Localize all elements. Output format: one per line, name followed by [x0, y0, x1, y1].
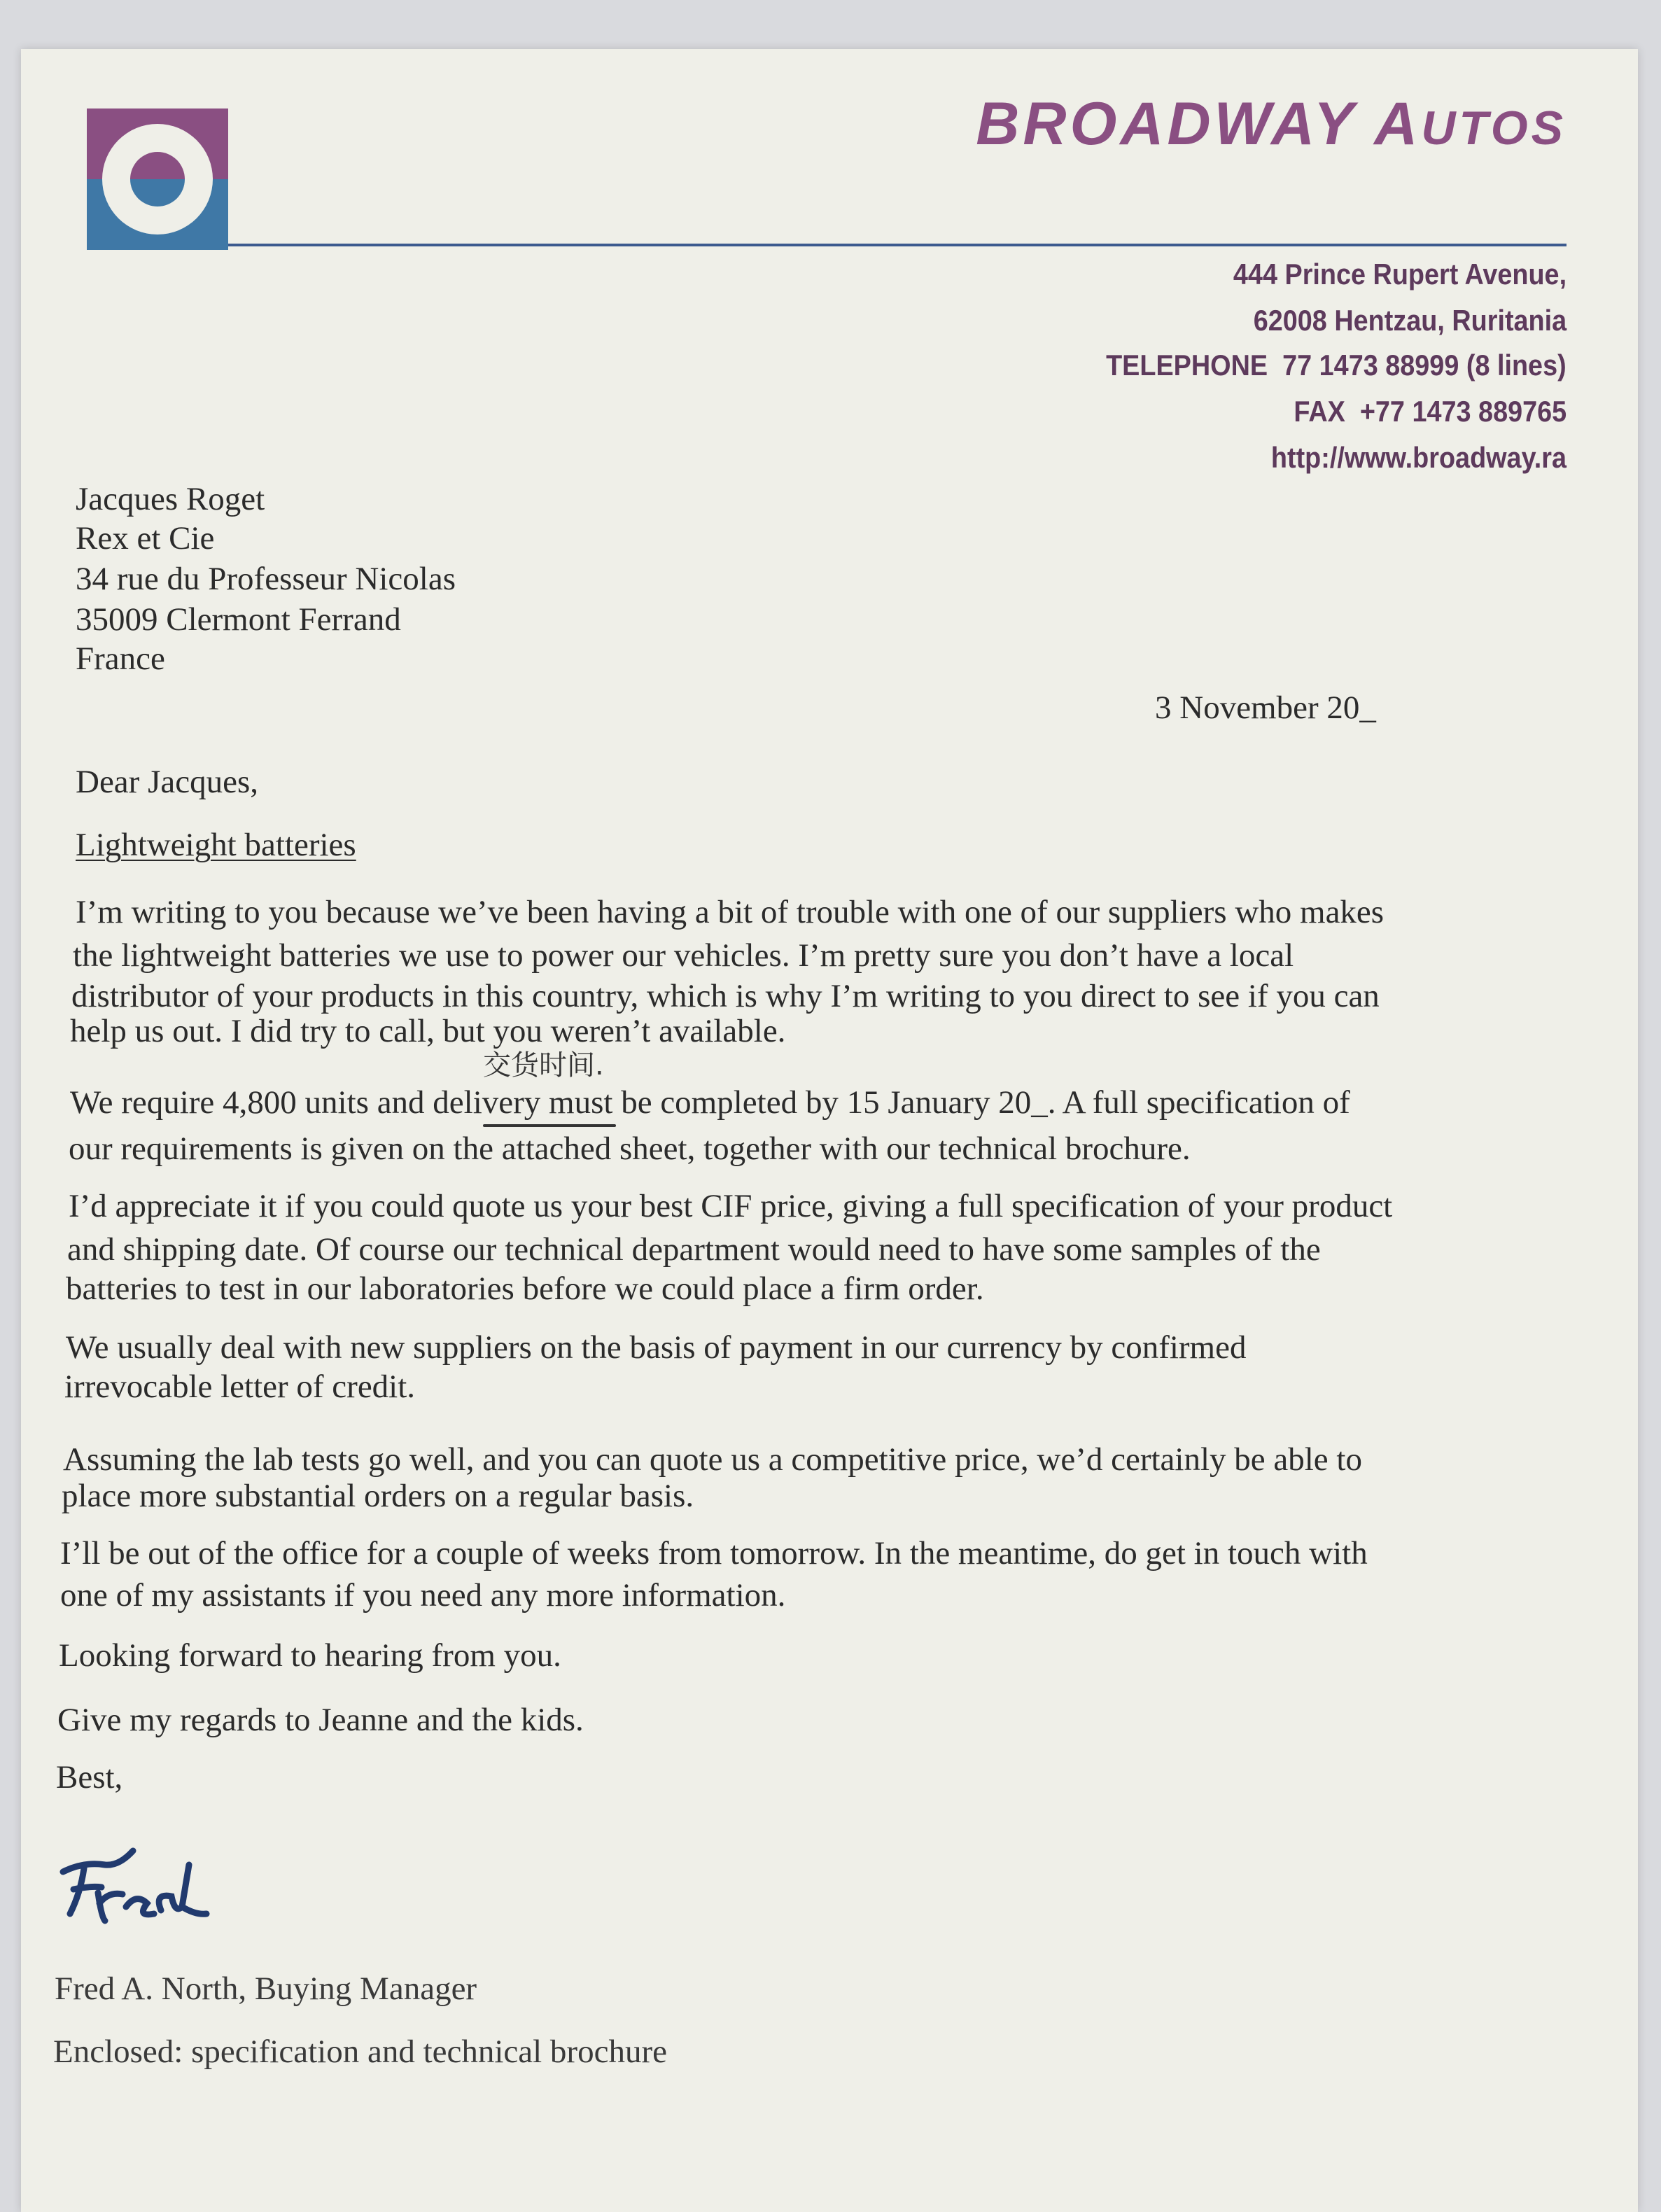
recipient-line: France: [76, 640, 165, 677]
body-line: the lightweight batteries we use to power our vehicles. I’m pretty sure you don’t have a local: [73, 937, 1294, 974]
closing: Best,: [56, 1759, 123, 1795]
signature: [56, 1837, 210, 1938]
fax-line: FAX +77 1473 889765: [1294, 395, 1567, 428]
body-line: I’d appreciate it if you could quote us your best CIF price, giving a full specification of your product: [69, 1188, 1393, 1224]
body-line: Give my regards to Jeanne and the kids.: [57, 1702, 584, 1738]
body-line: place more substantial orders on a regular basis.: [62, 1478, 694, 1514]
body-line: Looking forward to hearing from you.: [59, 1637, 561, 1674]
enclosure-note: Enclosed: specification and technical brochure: [53, 2033, 667, 2070]
recipient-line: 35009 Clermont Ferrand: [76, 601, 401, 638]
body-line: We usually deal with new suppliers on the basis of payment in our currency by confirmed: [66, 1329, 1247, 1366]
body-line: irrevocable letter of credit.: [64, 1368, 416, 1405]
brand-second-rest: UTOS: [1421, 102, 1567, 155]
body-line: help us out. I did try to call, but you weren’t available.: [70, 1013, 786, 1049]
telephone-line: TELEPHONE 77 1473 88999 (8 lines): [1106, 349, 1567, 382]
recipient-line: 34 rue du Professeur Nicolas: [76, 561, 456, 597]
address-line: 62008 Hentzau, Ruritania: [1253, 304, 1567, 337]
address-line: 444 Prince Rupert Avenue,: [1233, 258, 1567, 290]
salutation: Dear Jacques,: [76, 764, 258, 800]
body-line: We require 4,800 units and delivery must be completed by 15 January 20_. A full specification of: [70, 1084, 1350, 1121]
recipient-line: Rex et Cie: [76, 520, 215, 556]
signatory-name: Fred A. North, Buying Manager: [55, 1970, 477, 2007]
handwritten-note: 交货时间.: [483, 1049, 604, 1082]
brand-first: BROADWAY: [976, 90, 1357, 158]
letterhead-rule: [228, 244, 1567, 246]
brand-second-initial: A: [1374, 90, 1422, 158]
body-line: one of my assistants if you need any more information.: [60, 1577, 786, 1614]
broadway-logo: [87, 108, 228, 250]
body-line: I’m writing to you because we’ve been having a bit of trouble with one of our suppliers who makes: [76, 894, 1385, 930]
body-line: distributor of your products in this country, which is why I’m writing to you direct to see if you can: [71, 978, 1380, 1014]
brand-name: [976, 90, 1567, 159]
body-line: and shipping date. Of course our technical department would need to have some samples of the: [67, 1231, 1321, 1268]
subject-line: Lightweight batteries: [76, 827, 356, 863]
website-link[interactable]: http://www.broadway.ra: [1270, 441, 1567, 474]
body-line: our requirements is given on the attached sheet, together with our technical brochure.: [69, 1130, 1191, 1167]
body-line: I’ll be out of the office for a couple of weeks from tomorrow. In the meantime, do get in touch with: [60, 1535, 1368, 1572]
handwritten-underline: [483, 1124, 616, 1127]
recipient-line: Jacques Roget: [76, 481, 265, 517]
body-line: Assuming the lab tests go well, and you can quote us a competitive price, we’d certainly be able to: [63, 1441, 1362, 1478]
body-line: batteries to test in our laboratories before we could place a firm order.: [66, 1270, 984, 1307]
letter-date: 3 November 20_: [1155, 690, 1376, 726]
